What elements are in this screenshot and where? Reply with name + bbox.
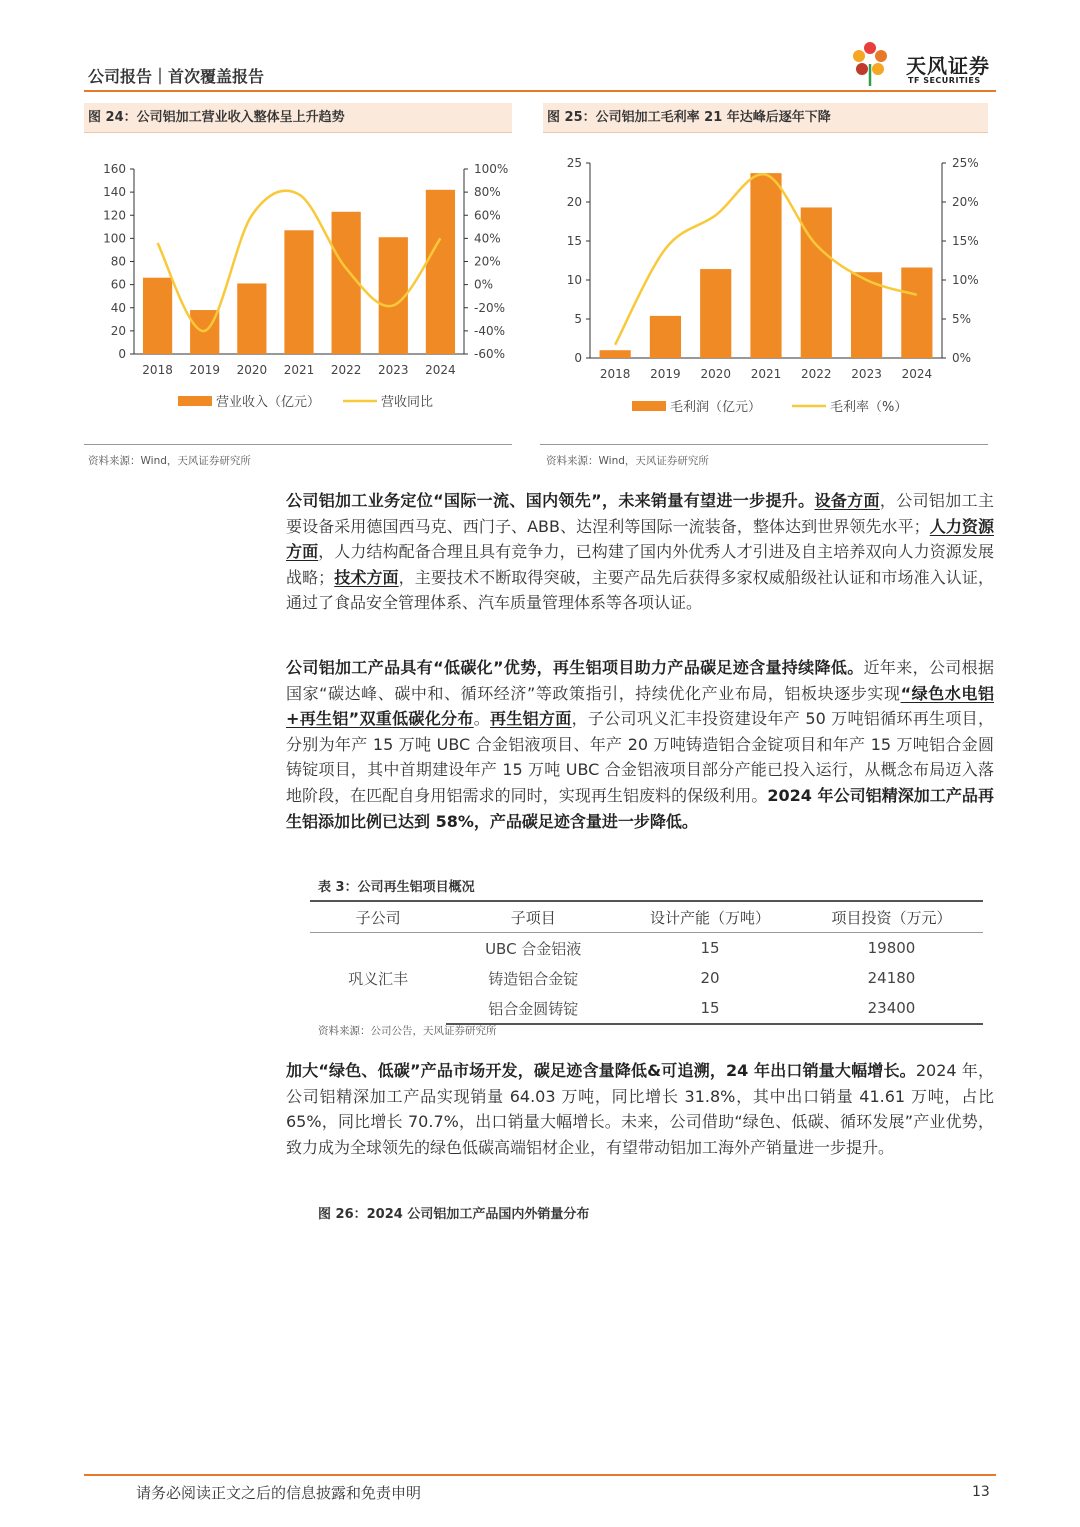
x-axis-tick-label: 2018 <box>142 363 173 377</box>
x-axis-tick-label: 2021 <box>750 367 782 381</box>
legend-swatch-bar <box>632 401 666 411</box>
x-axis-tick-label: 2021 <box>283 363 315 377</box>
left-axis-tick-label: 40 <box>110 300 126 315</box>
page-number: 13 <box>972 1484 990 1500</box>
keyword-technology: 技术方面 <box>334 567 399 587</box>
paragraph-text: 2024 年，公司铝精深加工产品实现销量 64.03 万吨，同比增长 31.8%，其中出口销量 41.61 万吨，占比 65%，同比增长 70.7%，出口销量大幅增长。未来，公司借助“绿色、低碳、循环发展”产业优势，致力成为全球领先的绿色低碳高端铝材企业，有望带动铝加工海外产销量进一步提升。 <box>286 1061 994 1157</box>
recycled-aluminum-table <box>310 900 983 1025</box>
capacity-cell: 20 <box>700 969 720 987</box>
footer-divider <box>84 1474 996 1476</box>
right-axis-tick-label: -20% <box>474 300 506 315</box>
paragraph-export <box>286 1058 994 1160</box>
paragraph-text: ，公司铝加工主要设备采用德国西马克、西门子、ABB、达涅利等国际一流装备，整体达到世界领先水平； <box>286 491 994 536</box>
x-axis-tick-label: 2024 <box>425 363 456 377</box>
item-cell: UBC 合金铝液 <box>485 939 582 958</box>
left-axis-tick-label: 60 <box>110 277 126 292</box>
figure-24-title: 图 24：公司铝加工营业收入整体呈上升趋势 <box>84 103 512 133</box>
capacity-cell: 15 <box>620 993 800 1024</box>
bar <box>650 316 681 358</box>
logo-english-name: TF SECURITIES <box>908 76 981 85</box>
right-axis-tick-label: 20% <box>952 195 979 209</box>
right-axis-tick-label: 80% <box>474 185 501 200</box>
paragraph-text: ，子公司巩义汇丰投资建设年产 50 万吨铝循环再生项目，分别为年产 15 万吨 UBC 合金铝液项目、年产 20 万吨铸造铝合金锭项目和年产 15 万吨铝合金圆铸锭项目，其中首期建设年产 15 万吨 UBC 合金铝液项目部分产能已投入运行，从概念布局迈入落地阶段，在匹配自身用铝需求的同时，实现再生铝废料的保级利用。 <box>286 709 994 805</box>
figure-24-source-divider <box>84 444 512 445</box>
paragraph-text: ，主要技术不断取得突破，主要产品先后获得多家权威船级社认证和市场准入认证，通过了食品安全管理体系、汽车质量管理体系等各项认证。 <box>286 567 994 613</box>
table-3-title: 表 3：公司再生铝项目概况 <box>318 880 475 895</box>
report-type-title: 公司报告｜首次覆盖报告 <box>88 67 265 86</box>
bar <box>750 173 781 358</box>
column-header: 子项目 <box>446 901 620 933</box>
footer-disclaimer: 请务必阅读正文之后的信息披露和免责申明 <box>136 1484 422 1502</box>
table-header-row <box>310 901 983 933</box>
flower-icon <box>853 42 887 86</box>
right-axis-tick-label: 10% <box>952 273 979 287</box>
paragraph-lead: 公司铝加工产品具有“低碳化”优势，再生铝项目助力产品碳足迹含量持续降低。 <box>286 658 864 677</box>
right-axis-tick-label: 60% <box>474 208 501 223</box>
bar <box>379 237 408 354</box>
left-axis-tick-label: 10 <box>566 273 582 287</box>
right-axis-tick-label: 40% <box>474 231 501 246</box>
gross-margin-chart <box>540 140 990 430</box>
x-axis-tick-label: 2020 <box>700 367 731 381</box>
figure-25-source-divider <box>540 444 988 445</box>
table-row <box>310 933 983 964</box>
right-axis-tick-label: 25% <box>952 156 979 170</box>
left-axis-tick-label: 0 <box>574 351 582 365</box>
x-axis-tick-label: 2022 <box>330 363 362 377</box>
x-axis-tick-label: 2023 <box>378 363 409 377</box>
investment-cell: 24180 <box>867 969 916 987</box>
x-axis-tick-label: 2024 <box>901 367 933 381</box>
left-axis-tick-label: 15 <box>566 234 582 248</box>
paragraph-positioning <box>286 488 994 616</box>
legend-label: 营收同比 <box>381 395 434 410</box>
legend-label: 毛利润（亿元） <box>670 400 762 415</box>
keyword-equipment: 设备方面 <box>814 491 880 510</box>
figure-25-title: 图 25：公司铝加工毛利率 21 年达峰后逐年下降 <box>543 103 988 133</box>
legend-label: 营业收入（亿元） <box>216 395 321 410</box>
table-3-source: 资料来源：公司公告，天风证券研究所 <box>318 1025 497 1037</box>
left-axis-tick-label: 80 <box>110 254 126 269</box>
x-axis-tick-label: 2023 <box>851 367 882 381</box>
x-axis-tick-label: 2020 <box>236 363 268 377</box>
figure-24-source: 资料来源：Wind，天风证券研究所 <box>88 455 251 467</box>
x-axis-tick-label: 2019 <box>650 367 681 381</box>
bar <box>600 350 631 358</box>
bar <box>237 283 266 354</box>
bar <box>284 230 313 354</box>
legend-swatch-bar <box>178 396 212 406</box>
left-axis-tick-label: 100 <box>103 231 126 246</box>
left-axis-tick-label: 20 <box>110 323 126 338</box>
figure-25-source: 资料来源：Wind，天风证券研究所 <box>546 455 709 467</box>
paragraph-lead: 加大“绿色、低碳”产品市场开发，碳足迹含量降低&可追溯，24 年出口销量大幅增长。 <box>286 1061 916 1080</box>
revenue-chart <box>84 140 514 430</box>
left-axis-tick-label: 0 <box>118 347 126 361</box>
paragraph-tail: 2024 年公司铝精深加工产品再生铝添加比例已达到 58%，产品碳足迹含量进一步降低。 <box>286 785 994 831</box>
column-header: 设计产能（万吨） <box>620 901 800 933</box>
investment-cell: 19800 <box>867 939 916 957</box>
column-header: 项目投资（万元） <box>800 901 983 933</box>
column-header: 子公司 <box>310 901 446 933</box>
header-divider <box>84 90 996 92</box>
bar <box>143 278 172 354</box>
bar <box>426 190 455 354</box>
left-axis-tick-label: 140 <box>103 185 126 200</box>
paragraph-text: 近年来，公司根据国家“碳达峰、碳中和、循环经济”等政策指引，持续优化产业布局，铝板块逐步实现 <box>286 658 994 703</box>
paragraph-lead: 公司铝加工业务定位“国际一流、国内领先”，未来销量有望进一步提升。 <box>286 491 815 510</box>
company-cell: 巩义汇丰 <box>348 970 409 988</box>
right-axis-tick-label: 100% <box>474 162 509 176</box>
item-cell: 铝合金圆铸锭 <box>446 993 620 1024</box>
right-axis-tick-label: 0% <box>952 351 972 365</box>
left-axis-tick-label: 20 <box>566 195 582 209</box>
right-axis-tick-label: 0% <box>474 277 494 292</box>
item-cell: 铸造铝合金锭 <box>488 969 579 988</box>
bar <box>901 268 932 358</box>
keyword-hr: 人力资源方面 <box>286 516 994 562</box>
paragraph-text: ，人力结构配备合理且具有竞争力，已构建了国内外优秀人才引进及自主培养双向人力资源发展战略； <box>286 542 994 587</box>
keyword-dual-low-carbon: “绿色水电铝+再生铝”双重低碳化分布 <box>286 683 994 729</box>
logo-chinese-name: 天风证券 <box>906 54 990 78</box>
investment-cell: 23400 <box>800 993 983 1024</box>
left-axis-tick-label: 120 <box>103 208 126 223</box>
bar <box>700 269 731 358</box>
keyword-recycled-aluminum: 再生铝方面 <box>490 709 572 729</box>
x-axis-tick-label: 2019 <box>189 363 220 377</box>
left-axis-tick-label: 25 <box>566 156 582 170</box>
x-axis-tick-label: 2022 <box>801 367 832 381</box>
capacity-cell: 15 <box>700 939 720 957</box>
bar <box>332 212 361 354</box>
legend-label: 毛利率（%） <box>830 400 908 415</box>
right-axis-tick-label: -40% <box>474 323 506 338</box>
paragraph-low-carbon <box>286 655 994 834</box>
left-axis-tick-label: 160 <box>103 162 126 176</box>
figure-26-title: 图 26：2024 公司铝加工产品国内外销量分布 <box>318 1207 590 1222</box>
left-axis-tick-label: 5 <box>574 312 582 326</box>
right-axis-tick-label: 20% <box>474 254 501 269</box>
right-axis-tick-label: 5% <box>952 312 972 326</box>
x-axis-tick-label: 2018 <box>599 367 631 381</box>
right-axis-tick-label: 15% <box>952 234 979 248</box>
paragraph-text: 。 <box>473 709 491 729</box>
right-axis-tick-label: -60% <box>474 347 506 361</box>
